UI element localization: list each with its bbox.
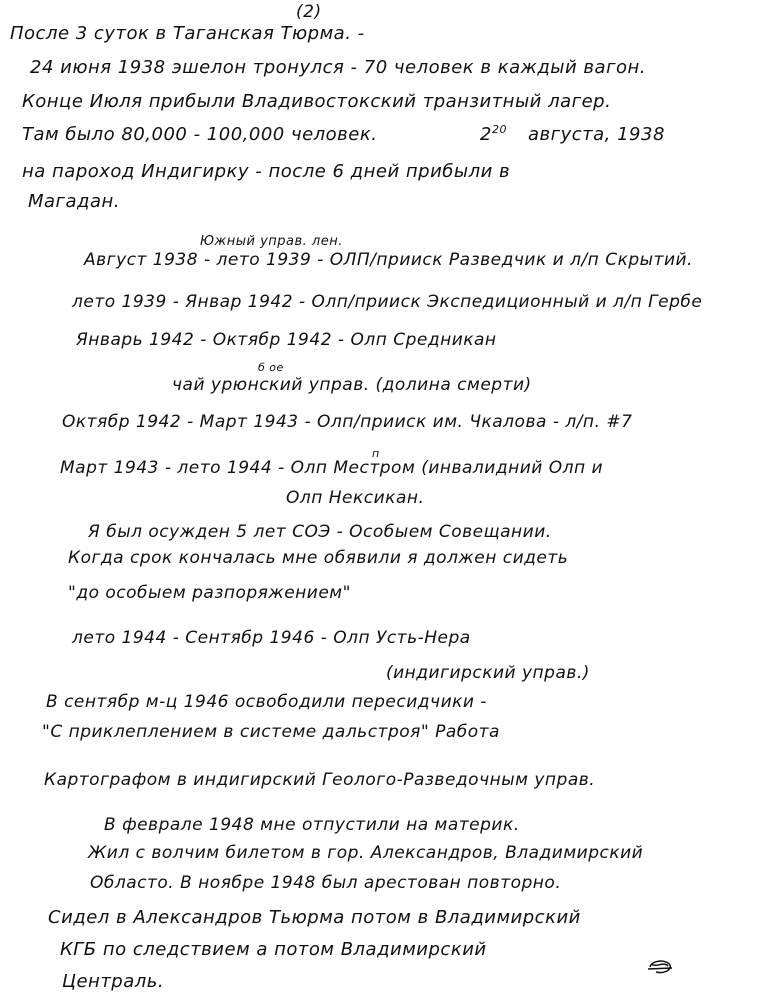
text-line: В феврале 1948 мне отпустили на материк.	[104, 815, 520, 835]
text-line: (индигирский управ.)	[386, 663, 590, 683]
date-day-superscript: 20	[491, 123, 507, 136]
text-line: "С приклеплением в системе дальстроя" Работа	[42, 722, 500, 742]
text-line: чай урюнский управ. (долина смерти)	[172, 375, 532, 395]
text-line: Жил с волчим билетом в гор. Александров, Владимирский	[88, 843, 644, 863]
text-line: Когда срок кончалась мне обявили я должен сидеть	[68, 548, 569, 568]
text-line: 24 июня 1938 эшелон тронулся - 70 человек в каждый вагон.	[30, 57, 647, 78]
text-line: августа, 1938	[528, 124, 665, 145]
text-line: на пароход Индигирку - после 6 дней прибыли в	[22, 161, 511, 182]
text-line: После 3 суток в Таганская Тюрма. -	[10, 23, 365, 44]
text-line: Там было 80,000 - 100,000 человек.	[22, 124, 378, 145]
text-line: Картографом в индигирский Геолого-Разведочным управ.	[44, 770, 596, 790]
text-line: КГБ по следствием а потом Владимирский	[60, 939, 487, 960]
date-day-digit: 2	[480, 124, 492, 145]
text-line: Октябр 1942 - Март 1943 - Олп/прииск им. Чкалова - л/п. #7	[62, 412, 633, 432]
text-line: Магадан.	[28, 191, 121, 212]
text-line: Сидел в Александров Тьюрма потом в Владимирский	[48, 907, 581, 928]
text-line: "до особыем разпоряжением"	[68, 583, 351, 603]
page-number: (2)	[296, 2, 322, 22]
text-line: лето 1939 - Январ 1942 - Олп/прииск Экспедиционный и л/п Гербе	[72, 292, 703, 312]
text-line: лето 1944 - Сентябр 1946 - Олп Усть-Нера	[72, 628, 471, 648]
scribble-mark	[646, 958, 674, 976]
text-line: Август 1938 - лето 1939 - ОЛП/прииск Разведчик и л/п Скрытий.	[84, 250, 693, 270]
annotation-note: Южный управ. лен.	[200, 234, 343, 249]
text-line: Январь 1942 - Октябр 1942 - Олп Средникан	[76, 330, 497, 350]
text-line: Конце Июля прибыли Владивостокский транзитный лагер.	[22, 91, 612, 112]
text-line: В сентябр м-ц 1946 освободили пересидчики -	[46, 692, 487, 712]
text-line: Олп Нексикан.	[286, 488, 425, 508]
annotation-note: п	[372, 447, 380, 460]
text-line: Централь.	[62, 971, 165, 992]
text-line: Март 1943 - лето 1944 - Олп Местром (инвалидний Олп и	[60, 458, 604, 478]
date-day	[480, 120, 507, 145]
text-line: Областо. В ноябре 1948 был арестован повторно.	[90, 873, 562, 893]
text-line: Я был осужден 5 лет СОЭ - Особыем Совещании.	[88, 522, 552, 542]
annotation-note: б ое	[258, 361, 284, 374]
